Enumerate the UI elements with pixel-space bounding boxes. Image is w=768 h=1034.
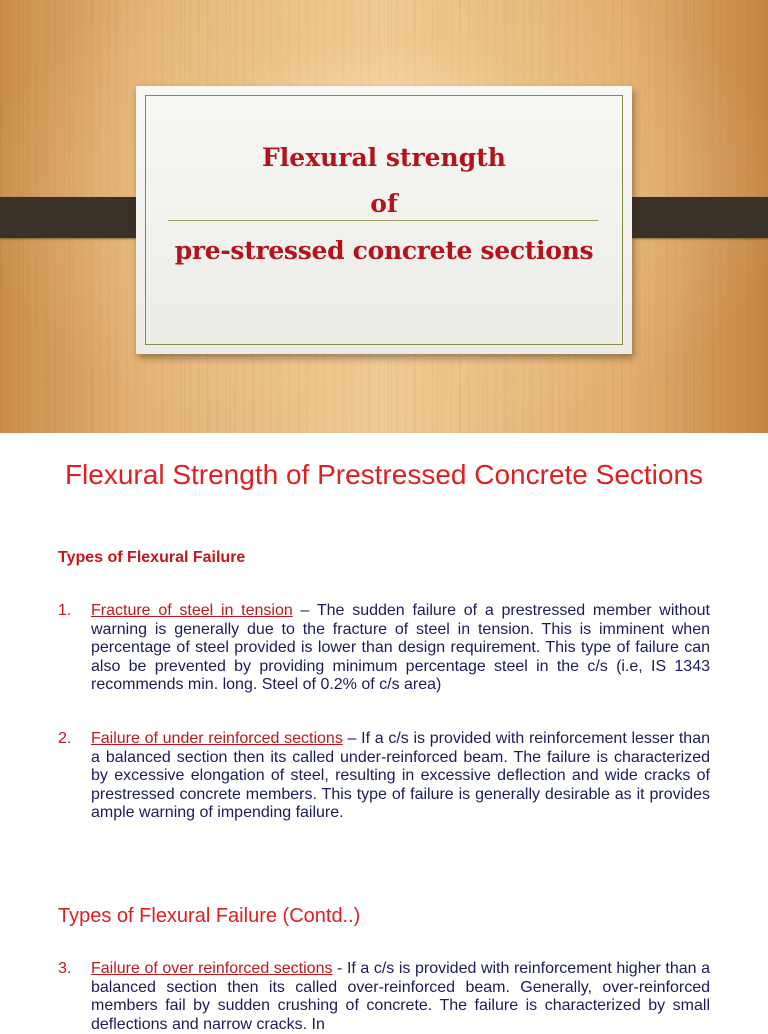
list-item-lead: Fracture of steel in tension: [91, 602, 293, 619]
right-dark-band: [612, 197, 768, 238]
list-item-lead: Failure of under reinforced sections: [91, 730, 343, 747]
list-item-text: – If a c/s is provided with reinforcement lesser than a balanced section then its called under-reinforced beam. The failure is characterized by excessive elongation of steel, resulting in excessive deflection and wide cracks of prestressed concrete members. This type of failure is generally desirable as it provides ample warning of impending failure.: [91, 730, 711, 822]
list-item-body: [91, 602, 710, 695]
list-item-body: [91, 960, 710, 1034]
title-card-rule: [168, 220, 598, 221]
list-item-lead: Failure of over reinforced sections: [91, 960, 333, 977]
list-item-text: – The sudden failure of a prestressed member without warning is generally due to the fracture of steel in tension. This is imminent when percentage of steel provided is lower than design requirement. This type of failure can also be prevented by providing minimum percentage steel in the c/s (i.e, IS 1343 recommends min. long. Steel of 0.2% of c/s area): [91, 602, 710, 694]
slide-title-line-1: Flexural strength: [262, 143, 506, 172]
list-item: [58, 960, 710, 1034]
left-dark-band: [0, 197, 156, 238]
list-item: [58, 730, 710, 823]
title-slide: [0, 0, 768, 433]
list-item-number: 1.: [58, 602, 72, 619]
slide-title-line-2: of: [370, 189, 398, 218]
slide-heading-contd: Types of Flexural Failure (Contd..): [58, 905, 361, 927]
list-item: [58, 602, 710, 695]
list-item-text: - If a c/s is provided with reinforcement higher than a balanced section then its called over-reinforced beam. Generally, over-reinforced members fail by sudden crushing of concrete. The failure is characterized by small deflections and narrow cracks. In: [91, 960, 710, 1033]
list-item-number: 3.: [58, 960, 72, 977]
list-item-number: 2.: [58, 730, 72, 747]
list-item-body: [91, 730, 710, 823]
section-subheading: Types of Flexural Failure: [58, 549, 246, 566]
slide-heading: Flexural Strength of Prestressed Concrete Sections: [64, 459, 704, 490]
slide-title-line-3: pre-stressed concrete sections: [174, 236, 594, 265]
